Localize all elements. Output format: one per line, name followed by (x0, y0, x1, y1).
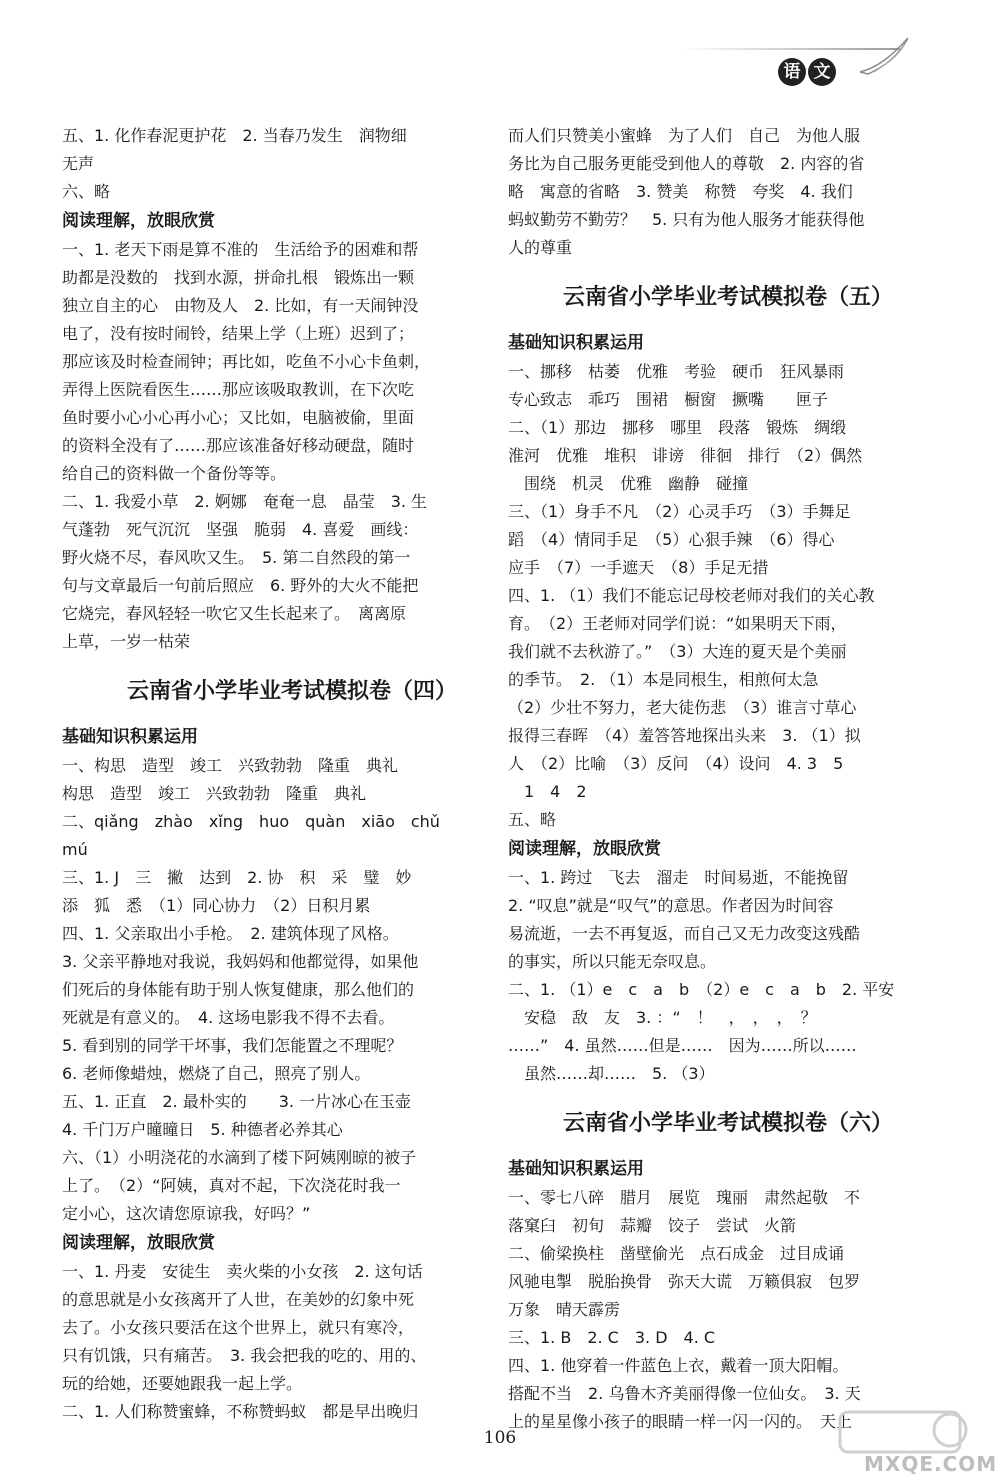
answer-line: 那应该及时检查闹钟；再比如，吃鱼不小心卡鱼刺， (62, 352, 431, 371)
subject-badge-char-2: 文 (808, 58, 836, 86)
answer-line: 去了。小女孩只要活在这个世界上，就只有寒冷， (62, 1318, 415, 1337)
answer-line: 人的尊重 (508, 238, 573, 257)
answer-line: 定小心，这次请您原谅我，好吗？” (62, 1204, 311, 1223)
section-heading: 阅读理解，放眼欣赏 (508, 839, 661, 859)
answer-line: 二、（1）那边 挪移 哪里 段落 锻炼 绸缎 (508, 418, 847, 437)
section-heading: 阅读理解，放眼欣赏 (62, 1233, 215, 1253)
answer-line: 二、1. 人们称赞蜜蜂，不称赞蚂蚁 都是早出晚归 (62, 1402, 419, 1421)
answer-line: 5. 看到别的同学干坏事，我们怎能置之不理呢？ (62, 1036, 403, 1055)
answer-line: 独立自主的心 由物及人 2. 比如，有一天闹钟没 (62, 296, 419, 315)
answer-line: 句与文章最后一句前后照应 6. 野外的大火不能把 (62, 576, 419, 595)
exam-title: 云南省小学毕业考试模拟卷（五） (562, 285, 893, 310)
exam-title: 云南省小学毕业考试模拟卷（四） (126, 679, 457, 704)
answer-line: 六、（1）小明浇花的水滴到了楼下阿姨刚晾的被子 (62, 1148, 417, 1167)
answer-line: 2. “叹息”就是“叹气”的意思。作者因为时间容 (508, 896, 834, 915)
answer-line: 略 寓意的省略 3. 赞美 称赞 夸奖 4. 我们 (508, 182, 853, 201)
answer-line: 添 狐 悉 （1）同心协力 （2）日积月累 (62, 896, 371, 915)
answer-line: （2）少壮不努力，老大徒伤悲 （3）谁言寸草心 (508, 698, 857, 717)
answer-line: 一、1. 丹麦 安徒生 卖火柴的小女孩 2. 这句话 (62, 1262, 423, 1281)
answer-line: 野火烧不尽，春风吹又生。 5. 第二自然段的第一 (62, 548, 411, 567)
answer-line: 的季节。 2. （1）本是同根生，相煎何太急 (508, 670, 819, 689)
answer-line: 淮河 优雅 堆积 诽谤 徘徊 排行 （2）偶然 (508, 446, 863, 465)
answer-line: 五、略 (508, 810, 557, 829)
answer-line: 一、构思 造型 竣工 兴致勃勃 隆重 典礼 (62, 756, 399, 775)
answer-line: 虽然……却…… 5. （3） (508, 1064, 715, 1083)
answer-line: 上草，一岁一枯荣 (62, 632, 191, 651)
answer-line: 给自己的资料做一个备份等等。 (62, 464, 287, 483)
answer-line: 3. 父亲平静地对我说，我妈妈和他都觉得，如果他 (62, 952, 419, 971)
answer-line: 二、1. 我爱小草 2. 婀娜 奄奄一息 晶莹 3. 生 (62, 492, 428, 511)
page-number: 106 (483, 1428, 517, 1448)
subject-badge (778, 58, 842, 88)
answer-line: 人 （2）比喻 （3）反问 （4）设问 4. 3 5 (508, 754, 844, 773)
answer-line: 一、1. 老天下雨是算不准的 生活给予的困难和帮 (62, 240, 419, 259)
answer-line: 6. 老师像蜡烛，燃烧了自己，照亮了别人。 (62, 1064, 371, 1083)
answer-line: 安稳 敌 友 3. ：“ ！ ， ， ， ？ (508, 1008, 817, 1027)
answer-line: 育。 （2）王老师对同学们说：“如果明天下雨， (508, 614, 847, 633)
answer-line: 蚂蚁勤劳不勤劳？ 5. 只有为他人服务才能获得他 (508, 210, 865, 229)
section-heading: 基础知识积累运用 (508, 1159, 644, 1179)
answer-line: 我们就不去秋游了。” （3）大连的夏天是个美丽 (508, 642, 847, 661)
answer-line: 四、1. 他穿着一件蓝色上衣，戴着一顶大阳帽。 (508, 1356, 849, 1375)
answer-line: 上的星星像小孩子的眼睛一样一闪一闪的。 天上 (508, 1412, 853, 1431)
answer-line: 气蓬勃 死气沉沉 坚强 脆弱 4. 喜爱 画线： (62, 520, 419, 539)
answer-line: ……” 4. 虽然……但是…… 因为……所以…… (508, 1036, 857, 1055)
answer-line: 风驰电掣 脱胎换骨 弥天大谎 万籁俱寂 包罗 (508, 1272, 861, 1291)
answer-line: 构思 造型 竣工 兴致勃勃 隆重 典礼 (62, 784, 367, 803)
answer-line: 报得三春晖 （4）羞答答地探出头来 3. （1）拟 (508, 726, 861, 745)
answer-line: 三、（1）身手不凡 （2）心灵手巧 （3）手舞足 (508, 502, 851, 521)
answer-line: 死就是有意义的。 4. 这场电影我不得不去看。 (62, 1008, 395, 1027)
answer-line: 搭配不当 2. 乌鲁木齐美丽得像一位仙女。 3. 天 (508, 1384, 861, 1403)
answer-line: 4. 千门万户曈曈日 5. 种德者必养其心 (62, 1120, 343, 1139)
subject-badge-char-1: 语 (778, 58, 806, 86)
answer-line: 们死后的身体能有助于别人恢复健康，那么他们的 (62, 980, 415, 999)
answer-line: 电了，没有按时闹铃，结果上学（上班）迟到了； (62, 324, 415, 343)
section-heading: 基础知识积累运用 (62, 727, 198, 747)
answer-line: 应手 （7）一手遮天 （8）手足无措 (508, 558, 769, 577)
left-column (62, 122, 522, 1426)
answer-line: 务比为自己服务更能受到他人的尊敬 2. 内容的省 (508, 154, 865, 173)
answer-line: 助都是没数的 找到水源，拼命扎根 锻炼出一颗 (62, 268, 415, 287)
answer-line: 易流逝，一去不再复返，而自己又无力改变这残酷 (508, 924, 861, 943)
answer-line: 上了。 （2）“阿姨，真对不起，下次浇花时我一 (62, 1176, 401, 1195)
leaf-decoration-icon (856, 28, 916, 88)
answer-line: 的意思就是小女孩离开了人世，在美妙的幻象中死 (62, 1290, 415, 1309)
answer-line: 1 4 2 (508, 782, 587, 801)
answer-line: 二、1. （1）e c a b （2）e c a b 2. 平安 (508, 980, 895, 999)
answer-line: 围绕 机灵 优雅 幽静 碰撞 (508, 474, 749, 493)
answer-line: 六、略 (62, 182, 111, 201)
answer-line: 玩的给她，还要她跟我一起上学。 (62, 1374, 303, 1393)
answer-line: 鱼时要小心小心再小心；又比如，电脑被偷，里面 (62, 408, 415, 427)
answer-line: 只有饥饿，只有痛苦。 3. 我会把我的吃的、用的、 (62, 1346, 427, 1365)
answer-line: 五、1. 正直 2. 最朴实的 3. 一片冰心在玉壶 (62, 1092, 412, 1111)
answer-line: 三、1. J 三 撇 达到 2. 协 积 采 璧 妙 (62, 868, 412, 887)
section-heading: 阅读理解，放眼欣赏 (62, 211, 215, 231)
answer-line: 蹈 （4）情同手足 （5）心狠手辣 （6）得心 (508, 530, 835, 549)
answer-line: 三、1. B 2. C 3. D 4. C (508, 1328, 716, 1347)
answer-line: 专心致志 乖巧 围裙 橱窗 撅嘴 匣子 (508, 390, 829, 409)
section-heading: 基础知识积累运用 (508, 333, 644, 353)
answer-line: 四、1. 父亲取出小手枪。 2. 建筑体现了风格。 (62, 924, 399, 943)
answer-line: 弄得上医院看医生……那应该吸取教训，在下次吃 (62, 380, 415, 399)
answer-line: 落窠臼 初旬 蒜瓣 饺子 尝试 火箭 (508, 1216, 797, 1235)
answer-line: 的事实，所以只能无奈叹息。 (508, 952, 717, 971)
answer-line: 它烧完，春风轻轻一吹它又生长起来了。 离离原 (62, 604, 407, 623)
answer-line: mú (62, 840, 88, 859)
answer-line: 一、挪移 枯萎 优雅 考验 硬币 狂风暴雨 (508, 362, 845, 381)
answer-line: 一、零七八碎 腊月 展览 瑰丽 肃然起敬 不 (508, 1188, 861, 1207)
answer-line: 无声 (62, 154, 95, 173)
right-column (508, 122, 948, 1436)
exam-title: 云南省小学毕业考试模拟卷（六） (562, 1111, 893, 1136)
answer-line: 万象 晴天霹雳 (508, 1300, 621, 1319)
answer-line: 四、1. （1）我们不能忘记母校老师对我们的关心教 (508, 586, 875, 605)
answer-line: 而人们只赞美小蜜蜂 为了人们 自己 为他人服 (508, 126, 861, 145)
answer-line: 一、1. 跨过 飞去 溜走 时间易逝，不能挽留 (508, 868, 849, 887)
answer-line: 二、qiǎng zhào xǐng huo quàn xiāo chǔ (62, 812, 440, 831)
answer-line: 的资料全没有了……那应该准备好移动硬盘，随时 (62, 436, 415, 455)
answer-line: 二、偷梁换柱 凿壁偷光 点石成金 过目成诵 (508, 1244, 845, 1263)
watermark-text: MXQE.COM (864, 1452, 998, 1476)
answer-line: 五、1. 化作春泥更护花 2. 当春乃发生 润物细 (62, 126, 407, 145)
